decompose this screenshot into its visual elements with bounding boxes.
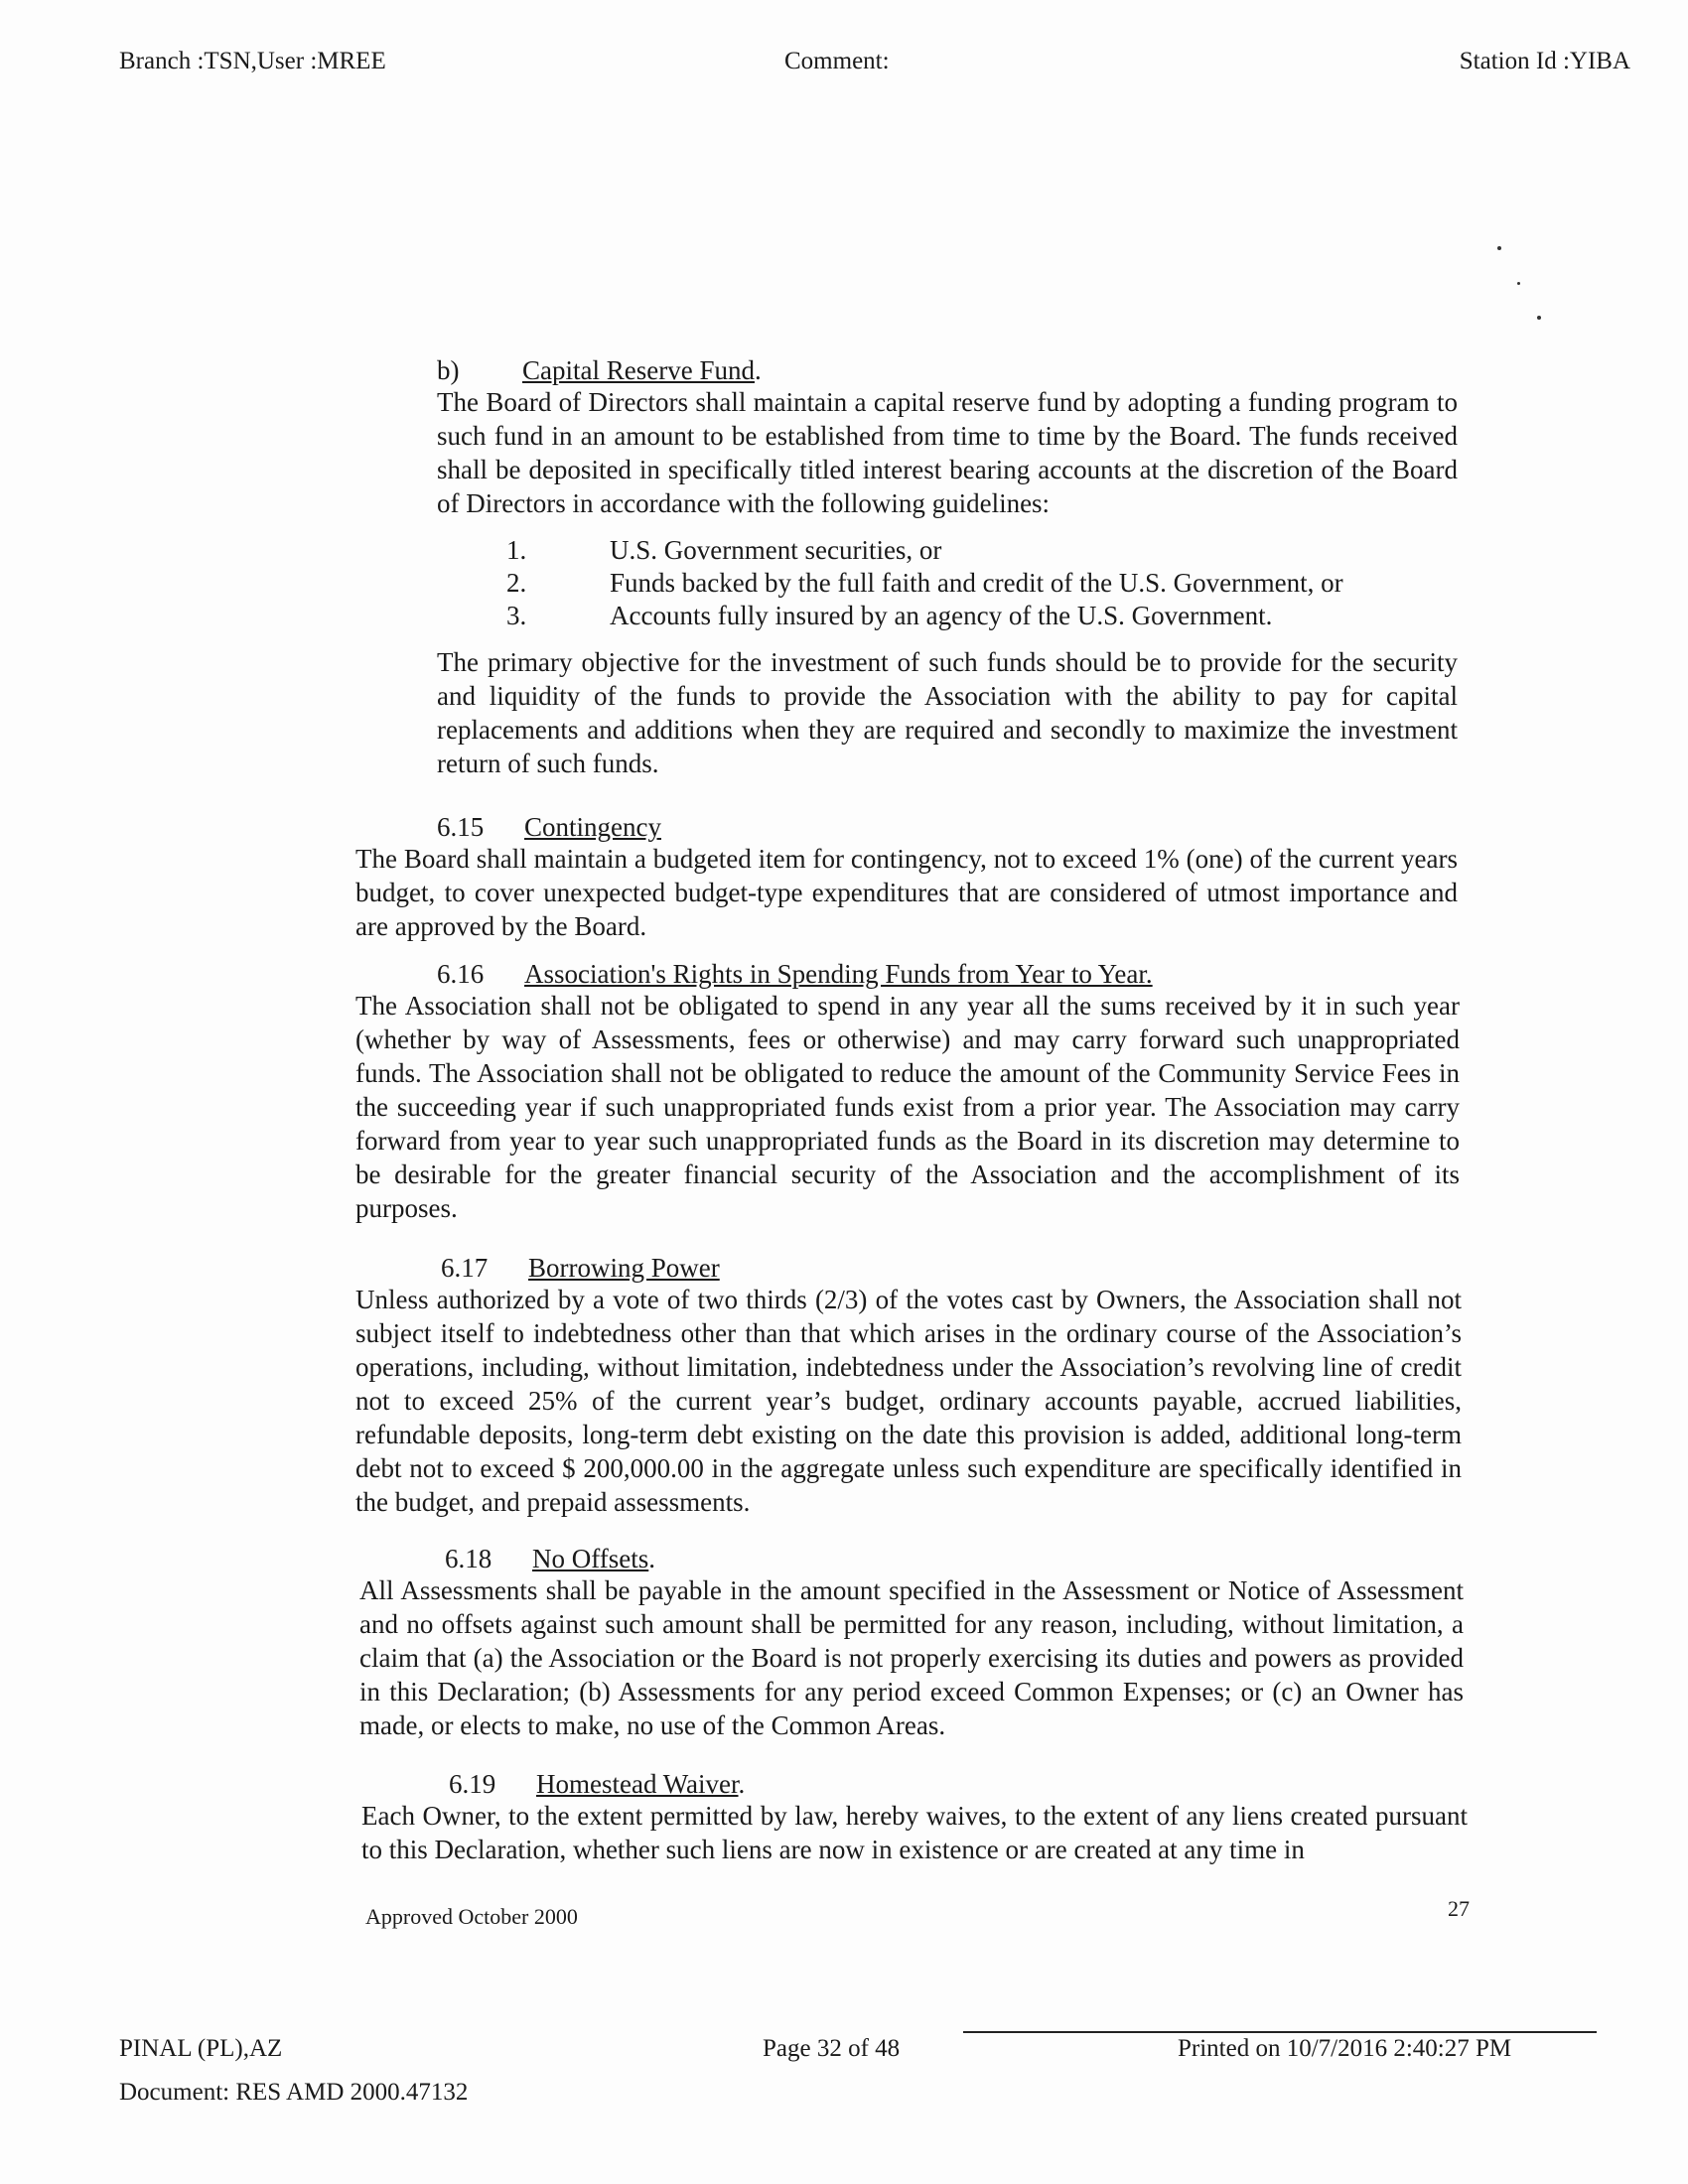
section-title: Contingency xyxy=(524,812,661,842)
list-item xyxy=(506,566,1343,600)
header-station: Station Id :YIBA xyxy=(1459,48,1630,74)
section-title: Capital Reserve Fund xyxy=(522,355,755,385)
section-number: 6.17 xyxy=(441,1253,489,1283)
capital-reserve-heading: b) Capital Reserve Fund. xyxy=(437,355,762,385)
footer-county: PINAL (PL),AZ xyxy=(119,2035,283,2062)
list-item xyxy=(506,533,941,567)
footer-printed-date: Printed on 10/7/2016 2:40:27 PM xyxy=(1178,2035,1512,2062)
section-title: No Offsets xyxy=(532,1544,649,1573)
list-item-number: 3. xyxy=(506,601,527,630)
section-heading-6-17 xyxy=(441,1251,720,1285)
list-item-number: 2. xyxy=(506,568,527,598)
section-label: b) xyxy=(437,355,460,385)
document-page-number: 27 xyxy=(1448,1896,1470,1921)
scan-speck xyxy=(1497,246,1501,250)
scan-speck xyxy=(1537,316,1541,320)
header-comment: Comment: xyxy=(784,48,890,74)
section-number: 6.19 xyxy=(449,1769,496,1799)
scan-speck xyxy=(1517,282,1520,285)
section-heading-6-16 xyxy=(437,957,1153,991)
section-body-6-19: Each Owner, to the extent permitted by law, hereby waives, to the extent of any liens created pursuant to this Declaration, whether such liens are now in existence or are created at any time in xyxy=(361,1801,1468,1864)
capital-reserve-paragraph-2: The primary objective for the investment of such funds should be to provide for the security and liquidity of the funds to provide the Association with the ability to pay for capital replacements and additions when they are required and secondly to maximize the investment return of such funds. xyxy=(437,647,1458,778)
section-heading-6-18: 6.18 No Offsets. xyxy=(445,1544,655,1573)
list-item-text: U.S. Government securities, or xyxy=(610,535,942,565)
section-number: 6.18 xyxy=(445,1544,492,1573)
section-number: 6.15 xyxy=(437,812,485,842)
approved-date: Approved October 2000 xyxy=(365,1904,578,1929)
section-title: Association's Rights in Spending Funds from Year to Year. xyxy=(524,959,1153,989)
footer-divider xyxy=(963,2031,1597,2033)
section-heading-6-15 xyxy=(437,810,661,844)
section-number: 6.16 xyxy=(437,959,485,989)
footer-document-id: Document: RES AMD 2000.47132 xyxy=(119,2079,469,2106)
section-body-6-15: The Board shall maintain a budgeted item for contingency, not to exceed 1% (one) of the current years budget, to cover unexpected budget-type expenditures that are considered of utmost importance and are approved by the Board. xyxy=(355,844,1458,941)
list-item-number: 1. xyxy=(506,535,527,565)
footer-page-count: Page 32 of 48 xyxy=(763,2035,901,2062)
list-item-text: Funds backed by the full faith and credit of the U.S. Government, or xyxy=(610,568,1343,598)
list-item xyxy=(506,599,1272,632)
section-title: Homestead Waiver xyxy=(536,1769,739,1799)
section-heading-6-19: 6.19 Homestead Waiver. xyxy=(449,1769,746,1799)
list-item-text: Accounts fully insured by an agency of the U.S. Government. xyxy=(610,601,1273,630)
section-title: Borrowing Power xyxy=(528,1253,720,1283)
capital-reserve-paragraph-1: The Board of Directors shall maintain a capital reserve fund by adopting a funding program to such fund in an amount to be established from time to time by the Board. The funds received shall be deposited in specifically titled interest bearing accounts at the discretion of the Board of Directors in accordance with the following guidelines: xyxy=(437,387,1458,518)
section-body-6-18: All Assessments shall be payable in the amount specified in the Assessment or Notice of Assessment and no offsets against such amount shall be permitted for any reason, including, without limitation, a claim that (a) the Association or the Board is not properly exercising its duties and powers as provided in this Declaration; (b) Assessments for any period exceed Common Expenses; or (c) an Owner has made, or elects to make, no use of the Common Areas. xyxy=(359,1575,1464,1740)
section-body-6-16: The Association shall not be obligated to spend in any year all the sums received by it in such year (whether by way of Assessments, fees or otherwise) and may carry forward such unappropriated funds. The Association shall not be obligated to reduce the amount of the Community Service Fees in the succeeding year if such unappropriated funds exist from a prior year. The Association may carry forward from year to year such unappropriated funds as the Board in its discretion may determine to be desirable for the greater financial security of the Association and the accomplishment of its purposes. xyxy=(355,991,1460,1223)
section-body-6-17: Unless authorized by a vote of two thirds (2/3) of the votes cast by Owners, the Association shall not subject itself to indebtedness other than that which arises in the ordinary course of the Association’s operations, including, without limitation, indebtedness under the Association’s revolving line of credit not to exceed 25% of the current year’s budget, ordinary accounts payable, accrued liabilities, refundable deposits, long-term debt existing on the date this provision is added, additional long-term debt not to exceed $ 200,000.00 in the aggregate unless such expenditure are specifically identified in the budget, and prepaid assessments. xyxy=(355,1285,1462,1517)
header-branch: Branch :TSN,User :MREE xyxy=(119,48,386,74)
